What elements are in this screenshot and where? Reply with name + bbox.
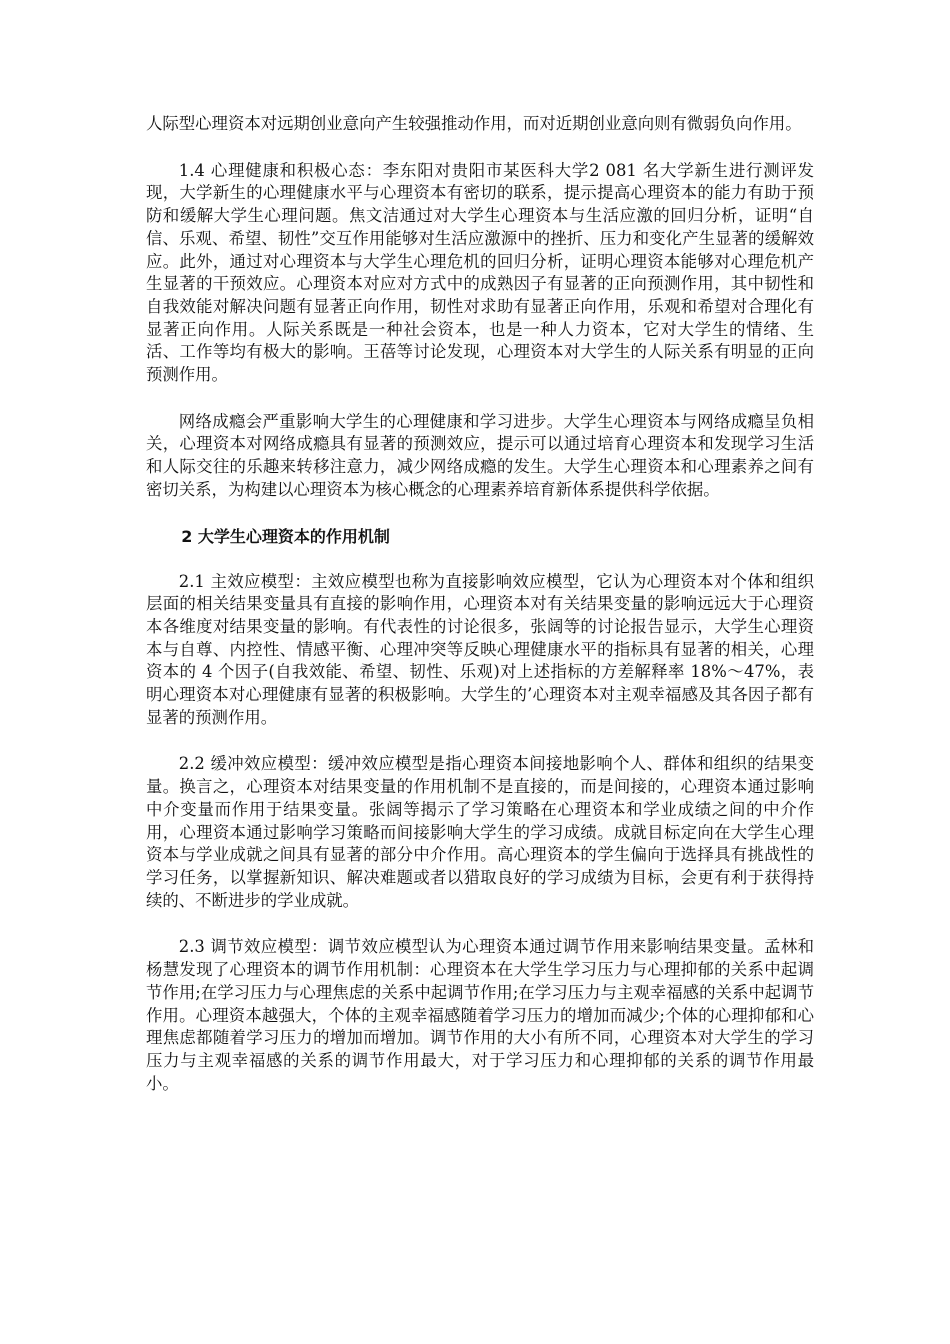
- paragraph-internet-addiction: 网络成瘾会严重影响大学生的心理健康和学习进步。大学生心理资本与网络成瘾呈负相关，心理资本对网络成瘾具有显著的预测效应，提示可以通过培育心理资本和发现学习生活和人际交往的乐趣来转移注意力，减少网络成瘾的发生。大学生心理资本和心理素养之间有密切关系，为构建以心理资本为核心概念的心理素养培育新体系提供科学依据。: [146, 411, 814, 499]
- paragraph-mental-health: 1.4 心理健康和积极心态：李东阳对贵阳市某医科大学2 081 名大学新生进行测评发现，大学新生的心理健康水平与心理资本有密切的联系，提示提高心理资本的能力有助于预防和缓解大学生心理问题。焦文洁通过对大学生心理资本与生活应激的回归分析，证明“自信、乐观、希望、韧性”交互作用能够对生活应激源中的挫折、压力和变化产生显著的缓解效应。此外，通过对心理资本与大学生心理危机的回归分析，证明心理资本能够对心理危机产生显著的干预效应。心理资本对应对方式中的成熟因子有显著的正向预测作用，其中韧性和自我效能对解决问题有显著正向作用，韧性对求助有显著正向作用，乐观和希望对合理化有显著正向作用。人际关系既是一种社会资本，也是一种人力资本，它对大学生的情绪、生活、工作等均有极大的影响。王蓓等讨论发现，心理资本对大学生的人际关系有明显的正向预测作用。: [146, 160, 814, 385]
- document-page: [146, 113, 814, 1119]
- paragraph-main-effect-model: 2.1 主效应模型：主效应模型也称为直接影响效应模型，它认为心理资本对个体和组织层面的相关结果变量具有直接的影响作用，心理资本对有关结果变量的影响远远大于心理资本各维度对结果变量的影响。有代表性的讨论很多，张阔等的讨论报告显示，大学生心理资本与自尊、内控性、情感平衡、心理冲突等反映心理健康水平的指标具有显著的相关，心理资本的 4 个因子(自我效能、希望、韧性、乐观)对上述指标的方差解释率 18%～47%，表明心理资本对心理健康有显著的积极影响。大学生的’心理资本对主观幸福感及其各因子都有显著的预测作用。: [146, 571, 814, 727]
- paragraph-continuation: 人际型心理资本对远期创业意向产生较强推动作用，而对近期创业意向则有微弱负向作用。: [146, 114, 802, 133]
- paragraph-moderation-effect-model: 2.3 调节效应模型：调节效应模型认为心理资本通过调节作用来影响结果变量。孟林和杨慧发现了心理资本的调节作用机制：心理资本在大学生学习压力与心理抑郁的关系中起调节作用;在学习压力与心理焦虑的关系中起调节作用;在学习压力与主观幸福感的关系中起调节作用。心理资本越强大，个体的主观幸福感随着学习压力的增加而减少;个体的心理抑郁和心理焦虑都随着学习压力的增加而增加。调节作用的大小有所不同，心理资本对大学生的学习压力与主观幸福感的关系的调节作用最大，对于学习压力和心理抑郁的关系的调节作用最小。: [146, 937, 814, 1093]
- paragraph-buffer-effect-model: 2.2 缓冲效应模型：缓冲效应模型是指心理资本间接地影响个人、群体和组织的结果变量。换言之，心理资本对结果变量的作用机制不是直接的，而是间接的，心理资本通过影响中介变量而作用于结果变量。张阔等揭示了学习策略在心理资本和学业成绩之间的中介作用，心理资本通过影响学习策略而间接影响大学生的学习成绩。成就目标定向在大学生心理资本与学业成就之间具有显著的部分中介作用。高心理资本的学生偏向于选择具有挑战性的学习任务，以掌握新知识、解决难题或者以猎取良好的学习成绩为目标，会更有利于获得持续的、不断进步的学业成就。: [146, 754, 814, 910]
- section-heading: 2 大学生心理资本的作用机制: [181, 526, 390, 546]
